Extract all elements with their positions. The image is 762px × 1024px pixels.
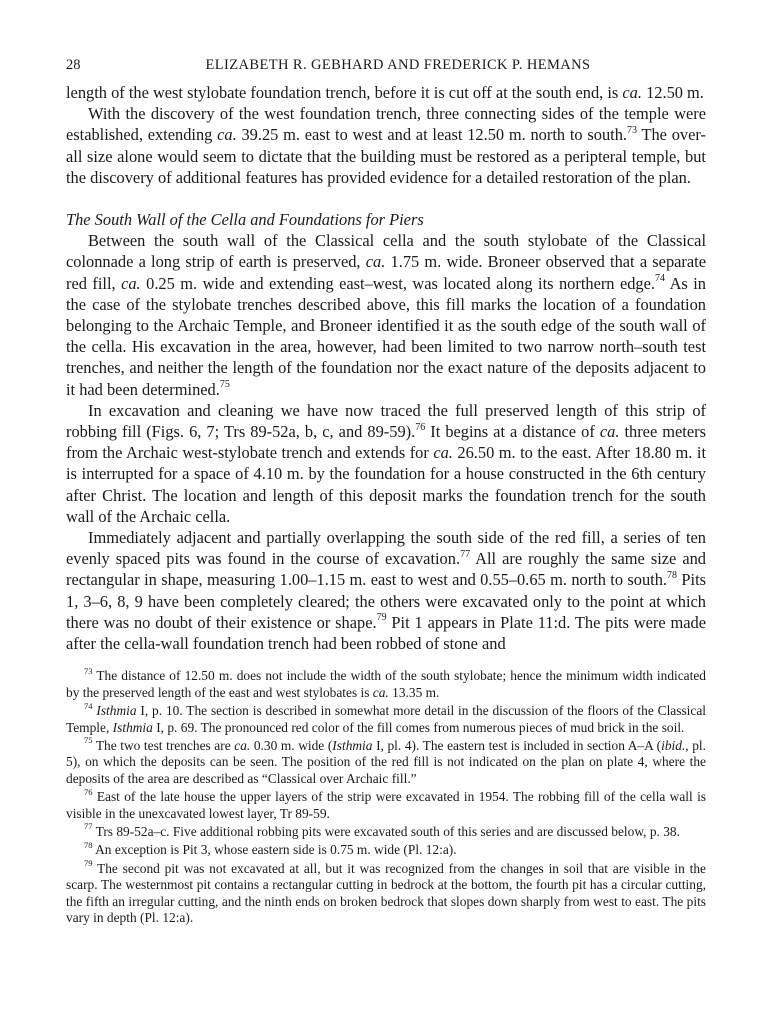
footnote-ref-77[interactable]: 77 <box>460 548 471 560</box>
footnote-ref-78[interactable]: 78 <box>667 570 678 581</box>
running-head-authors: ELIZABETH R. GEBHARD AND FREDERICK P. HEMANS <box>205 57 591 73</box>
footnote-ref-79[interactable]: 79 <box>376 612 387 624</box>
paragraph-1: length of the west stylobate foundation trench, before it is cut off at the south end, is ca. 12.50 m. <box>66 83 704 102</box>
page-number: 28 <box>66 57 81 73</box>
footnote-74: $^{74}$ Isthmia I, p. 10. The section is described in somewhat more detail in the discussion of the floors of the Classical Temple, Isthmia I, p. 69. The pronounced red color of the fill comes from numerous pieces of mud brick in the soil. <box>66 700 706 735</box>
footnote-76: $^{76}$ East of the late house the upper layers of the strip were excavated in 1954. The robbing fill of the cella wall is visible in the unexcavated lowest layer, Tr 89-59. <box>66 786 706 821</box>
running-header <box>66 56 706 82</box>
main-text <box>66 82 706 654</box>
footnote-ref-76[interactable]: 76 <box>415 421 426 433</box>
footnote-73: $^{73}$ The distance of 12.50 m. does not include the width of the south stylobate; hence the minimum width indicated by the preserved length of the east and west stylobates is ca. 13.35 m. <box>66 665 706 700</box>
footnote-ref-73[interactable]: 73 <box>627 124 637 136</box>
paragraph-2: With the discovery of the west foundation trench, three connecting sides of the temple were established, extending ca. 39.25 m. east to west and at least 12.50 m. north to south.$^{73}$ The over-all size alone would seem to dictate that the building must be restored as a peripteral temple, but the discovery of additional features has provided evidence for a detailed restoration of the plan. <box>66 104 706 187</box>
footnote-75: $^{75}$ The two test trenches are ca. 0.30 m. wide (Isthmia I, pl. 4). The eastern test is included in section A–A (ibid., pl. 5), on which the deposits can be seen. The position of the red fill is not indicated on the plan on plate 4, where the deposits of the area are described as “Classical over Archaic fill.” <box>66 735 706 786</box>
footnote-78: $^{78}$ An exception is Pit 3, whose eastern side is 0.75 m. wide (Pl. 12:a). <box>84 839 457 858</box>
paragraph-4: In excavation and cleaning we have now traced the full preserved length of this strip of robbing fill (Figs. 6, 7; Trs 89-52a, b, c, and 89-59).$^{76}$ It begins at a distance of ca. three meters from the Archaic west-stylobate trench and extends for ca. 26.50 m. to the east. After 18.80 m. it is interrupted for a space of 4.10 m. by the foundation for a house constructed in the 6th century after Christ. The location and length of this deposit marks the foundation trench for the south wall of the Archaic cella. <box>66 400 706 526</box>
footnote-ref-74[interactable]: 74 <box>655 273 666 285</box>
page <box>66 56 706 928</box>
footnote-79: $^{79}$ The second pit was not excavated at all, but it was recognized from the changes in soil that are visible in the scarp. The westernmost pit contains a rectangular cutting in bedrock at the bottom, the fourth pit has a circular cutting, the fifth an irregular cutting, and the ninth ends on broken bedrock that slopes down sharply from west to east. The pits vary in depth (Pl. 12:a). <box>66 858 706 925</box>
footnotes <box>66 665 706 926</box>
section-heading: The South Wall of the Cella and Foundations for Piers <box>66 210 424 230</box>
footnote-77: $^{77}$ Trs 89-52a–c. Five additional robbing pits were excavated south of this series and are discussed below, p. 38. <box>84 821 680 839</box>
footnote-ref-75[interactable]: 75 <box>219 379 230 391</box>
paragraph-3: Between the south wall of the Classical cella and the south stylobate of the Classical colonnade a long strip of earth is preserved, ca. 1.75 m. wide. Broneer observed that a separate red fill, ca. 0.25 m. wide and extending east–west, was located along its northern edge.$^{74}$ As in the case of the stylobate trenches described above, this fill marks the location of a foundation belonging to the Archaic Temple, and Broneer identified it as the south edge of the south wall of the cella. His excavation in the area, however, had been limited to two narrow north–south test trenches, and neither the length of the foundation nor the exact nature of the deposits adjacent to it had been determined.$^{75}$ <box>66 231 707 399</box>
paragraph-5: Immediately adjacent and partially overlapping the south side of the red fill, a series of ten evenly spaced pits was found in the course of excavation.$^{77}$ All are roughly the same size and rectangular in shape, measuring 1.00–1.15 m. east to west and 0.55–0.65 m. north to south.$^{78}$ Pits 1, 3–6, 8, 9 have been completely cleared; the others were excavated only to the point at which there was no doubt of their existence or shape.$^{79}$ Pit 1 appears in Plate 11:d. The pits were made after the cella-wall foundation trench had been robbed of stone and <box>66 528 707 654</box>
